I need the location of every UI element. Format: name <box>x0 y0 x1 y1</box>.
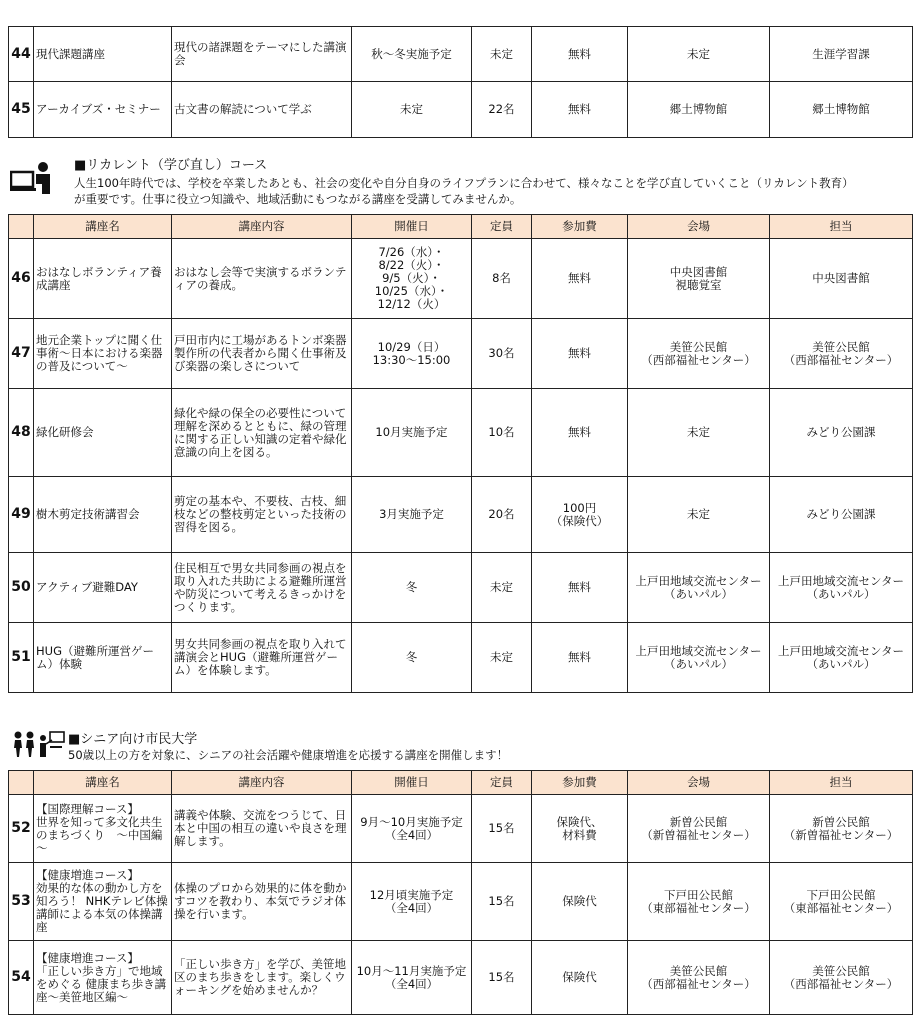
course-capacity: 未定 <box>472 623 532 693</box>
course-venue: 未定 <box>628 389 770 477</box>
course-capacity: 15名 <box>472 795 532 863</box>
row-number: 45 <box>9 82 34 138</box>
section-title-recurrent: ■リカレント（学び直し）コース <box>74 158 268 173</box>
table-row <box>9 477 913 553</box>
course-date: 10月実施予定 <box>352 389 472 477</box>
table-header-row <box>9 215 913 239</box>
course-content: 男女共同参画の視点を取り入れて講演会とHUG（避難所運営ゲーム）を体験します。 <box>172 623 352 693</box>
row-number: 52 <box>9 795 34 863</box>
course-fee: 保険代、 材料費 <box>532 795 628 863</box>
course-content: 体操のプロから効果的に体を動かすコツを教わり、本気でラジオ体操を行います。 <box>172 863 352 941</box>
course-name: 現代課題講座 <box>34 27 172 82</box>
course-date: 3月実施予定 <box>352 477 472 553</box>
course-venue: 上戸田地域交流センター （あいパル） <box>628 623 770 693</box>
course-fee: 無料 <box>532 27 628 82</box>
course-capacity: 未定 <box>472 553 532 623</box>
course-capacity: 15名 <box>472 863 532 941</box>
course-staff: 上戸田地域交流センター （あいパル） <box>770 623 913 693</box>
course-date: 10月～11月実施予定 （全4回） <box>352 941 472 1015</box>
course-date: 7/26（水）・ 8/22（火）・ 9/5（火）・ 10/25（水）・ 12/12（火） <box>352 239 472 319</box>
course-staff: 新曽公民館 （新曽福祉センター） <box>770 795 913 863</box>
course-name: 【国際理解コース】 世界を知って多文化共生のまちづくり ～中国編～ <box>34 795 172 863</box>
course-content: 現代の諸課題をテーマにした講演会 <box>172 27 352 82</box>
row-number: 49 <box>9 477 34 553</box>
course-venue: 中央図書館 視聴覚室 <box>628 239 770 319</box>
course-date: 9月～10月実施予定 （全4回） <box>352 795 472 863</box>
course-name: 緑化研修会 <box>34 389 172 477</box>
row-number: 51 <box>9 623 34 693</box>
row-number: 47 <box>9 319 34 389</box>
row-number: 50 <box>9 553 34 623</box>
course-fee: 保険代 <box>532 941 628 1015</box>
section-title-senior: ■シニア向け市民大学 <box>68 732 198 747</box>
course-venue: 美笹公民館 （西部福祉センター） <box>628 319 770 389</box>
course-staff: 上戸田地域交流センター （あいパル） <box>770 553 913 623</box>
seniors-icon <box>12 730 66 758</box>
course-content: 古文書の解読について学ぶ <box>172 82 352 138</box>
table-row <box>9 795 913 863</box>
row-number: 48 <box>9 389 34 477</box>
course-staff: 美笹公民館 （西部福祉センター） <box>770 319 913 389</box>
section-desc-line1: 人生100年時代では、学校を卒業したあとも、社会の変化や自分自身のライフプランに合わせて、様々なことを学び直していくこと（リカレント教育） <box>74 176 854 190</box>
person-at-computer-icon <box>10 160 54 196</box>
course-name: アクティブ避難DAY <box>34 553 172 623</box>
header-fee: 参加費 <box>532 215 628 239</box>
course-date: 10/29（日） 13:30～15:00 <box>352 319 472 389</box>
row-number: 44 <box>9 27 34 82</box>
header-fee: 参加費 <box>532 771 628 795</box>
course-table-3 <box>8 770 913 1015</box>
header-venue: 会場 <box>628 771 770 795</box>
course-venue: 郷土博物館 <box>628 82 770 138</box>
course-capacity: 30名 <box>472 319 532 389</box>
header-content: 講座内容 <box>172 215 352 239</box>
header-content: 講座内容 <box>172 771 352 795</box>
course-staff: 生涯学習課 <box>770 27 913 82</box>
course-content: 戸田市内に工場があるトンボ楽器製作所の代表者から聞く仕事術及び楽器の楽しさについて <box>172 319 352 389</box>
section-desc-senior: 50歳以上の方を対象に、シニアの社会活躍や健康増進を応援する講座を開催します！ <box>68 748 509 762</box>
header-no <box>9 215 34 239</box>
course-content: 「正しい歩き方」を学び、美笹地区のまち歩きをします。楽しくウォーキングを始めませんか？ <box>172 941 352 1015</box>
course-venue: 新曽公民館 （新曽福祉センター） <box>628 795 770 863</box>
header-staff: 担当 <box>770 215 913 239</box>
course-date: 12月頃実施予定 （全4回） <box>352 863 472 941</box>
course-date: 未定 <box>352 82 472 138</box>
course-name: 【健康増進コース】 「正しい歩き方」で地域をめぐる 健康まち歩き講座～美笹地区編～ <box>34 941 172 1015</box>
course-fee: 無料 <box>532 82 628 138</box>
course-capacity: 未定 <box>472 27 532 82</box>
course-date: 秋～冬実施予定 <box>352 27 472 82</box>
row-number: 46 <box>9 239 34 319</box>
header-venue: 会場 <box>628 215 770 239</box>
course-staff: 下戸田公民館 （東部福祉センター） <box>770 863 913 941</box>
course-capacity: 15名 <box>472 941 532 1015</box>
table-row <box>9 239 913 319</box>
row-number: 53 <box>9 863 34 941</box>
course-table-1 <box>8 26 913 138</box>
course-name: おはなしボランティア養成講座 <box>34 239 172 319</box>
course-content: 緑化や緑の保全の必要性について理解を深めるとともに、緑の管理に関する正しい知識の定着や緑化意識の向上を図る。 <box>172 389 352 477</box>
course-venue: 未定 <box>628 27 770 82</box>
course-staff: みどり公園課 <box>770 389 913 477</box>
header-date: 開催日 <box>352 771 472 795</box>
row-number: 54 <box>9 941 34 1015</box>
table-row <box>9 319 913 389</box>
course-table-2 <box>8 214 913 693</box>
course-content: 剪定の基本や、不要枝、古枝、細枝などの整枝剪定といった技術の習得を図る。 <box>172 477 352 553</box>
header-date: 開催日 <box>352 215 472 239</box>
table-row <box>9 553 913 623</box>
course-fee: 無料 <box>532 389 628 477</box>
header-name: 講座名 <box>34 215 172 239</box>
header-capacity: 定員 <box>472 215 532 239</box>
table-row <box>9 82 913 138</box>
course-name: HUG（避難所運営ゲーム）体験 <box>34 623 172 693</box>
course-content: 講義や体験、交流をつうじて、日本と中国の相互の違いや良さを理解します。 <box>172 795 352 863</box>
course-name: 【健康増進コース】 効果的な体の動かし方を知ろう！ NHKテレビ体操講師による本気の体操講座 <box>34 863 172 941</box>
table-row <box>9 863 913 941</box>
table-row <box>9 389 913 477</box>
table-row <box>9 623 913 693</box>
header-no <box>9 771 34 795</box>
course-venue: 未定 <box>628 477 770 553</box>
header-capacity: 定員 <box>472 771 532 795</box>
course-venue: 上戸田地域交流センター （あいパル） <box>628 553 770 623</box>
course-capacity: 22名 <box>472 82 532 138</box>
course-capacity: 8名 <box>472 239 532 319</box>
course-name: 地元企業トップに聞く仕事術～日本における楽器の普及について～ <box>34 319 172 389</box>
section-desc-line2: が重要です。仕事に役立つ知識や、地域活動にもつながる講座を受講してみませんか。 <box>74 192 522 206</box>
course-date: 冬 <box>352 623 472 693</box>
course-fee: 保険代 <box>532 863 628 941</box>
course-fee: 100円 （保険代） <box>532 477 628 553</box>
course-name: アーカイブズ・セミナー <box>34 82 172 138</box>
course-content: おはなし会等で実演するボランティアの養成。 <box>172 239 352 319</box>
course-name: 樹木剪定技術講習会 <box>34 477 172 553</box>
course-fee: 無料 <box>532 319 628 389</box>
course-capacity: 10名 <box>472 389 532 477</box>
table-row <box>9 941 913 1015</box>
course-fee: 無料 <box>532 239 628 319</box>
course-capacity: 20名 <box>472 477 532 553</box>
course-date: 冬 <box>352 553 472 623</box>
course-staff: 中央図書館 <box>770 239 913 319</box>
header-name: 講座名 <box>34 771 172 795</box>
course-staff: みどり公園課 <box>770 477 913 553</box>
course-content: 住民相互で男女共同参画の視点を取り入れた共助による避難所運営や防災について考えるきっかけをつくります。 <box>172 553 352 623</box>
course-fee: 無料 <box>532 623 628 693</box>
course-venue: 下戸田公民館 （東部福祉センター） <box>628 863 770 941</box>
course-staff: 郷土博物館 <box>770 82 913 138</box>
table-row <box>9 27 913 82</box>
course-fee: 無料 <box>532 553 628 623</box>
header-staff: 担当 <box>770 771 913 795</box>
table-header-row <box>9 771 913 795</box>
course-staff: 美笹公民館 （西部福祉センター） <box>770 941 913 1015</box>
course-venue: 美笹公民館 （西部福祉センター） <box>628 941 770 1015</box>
